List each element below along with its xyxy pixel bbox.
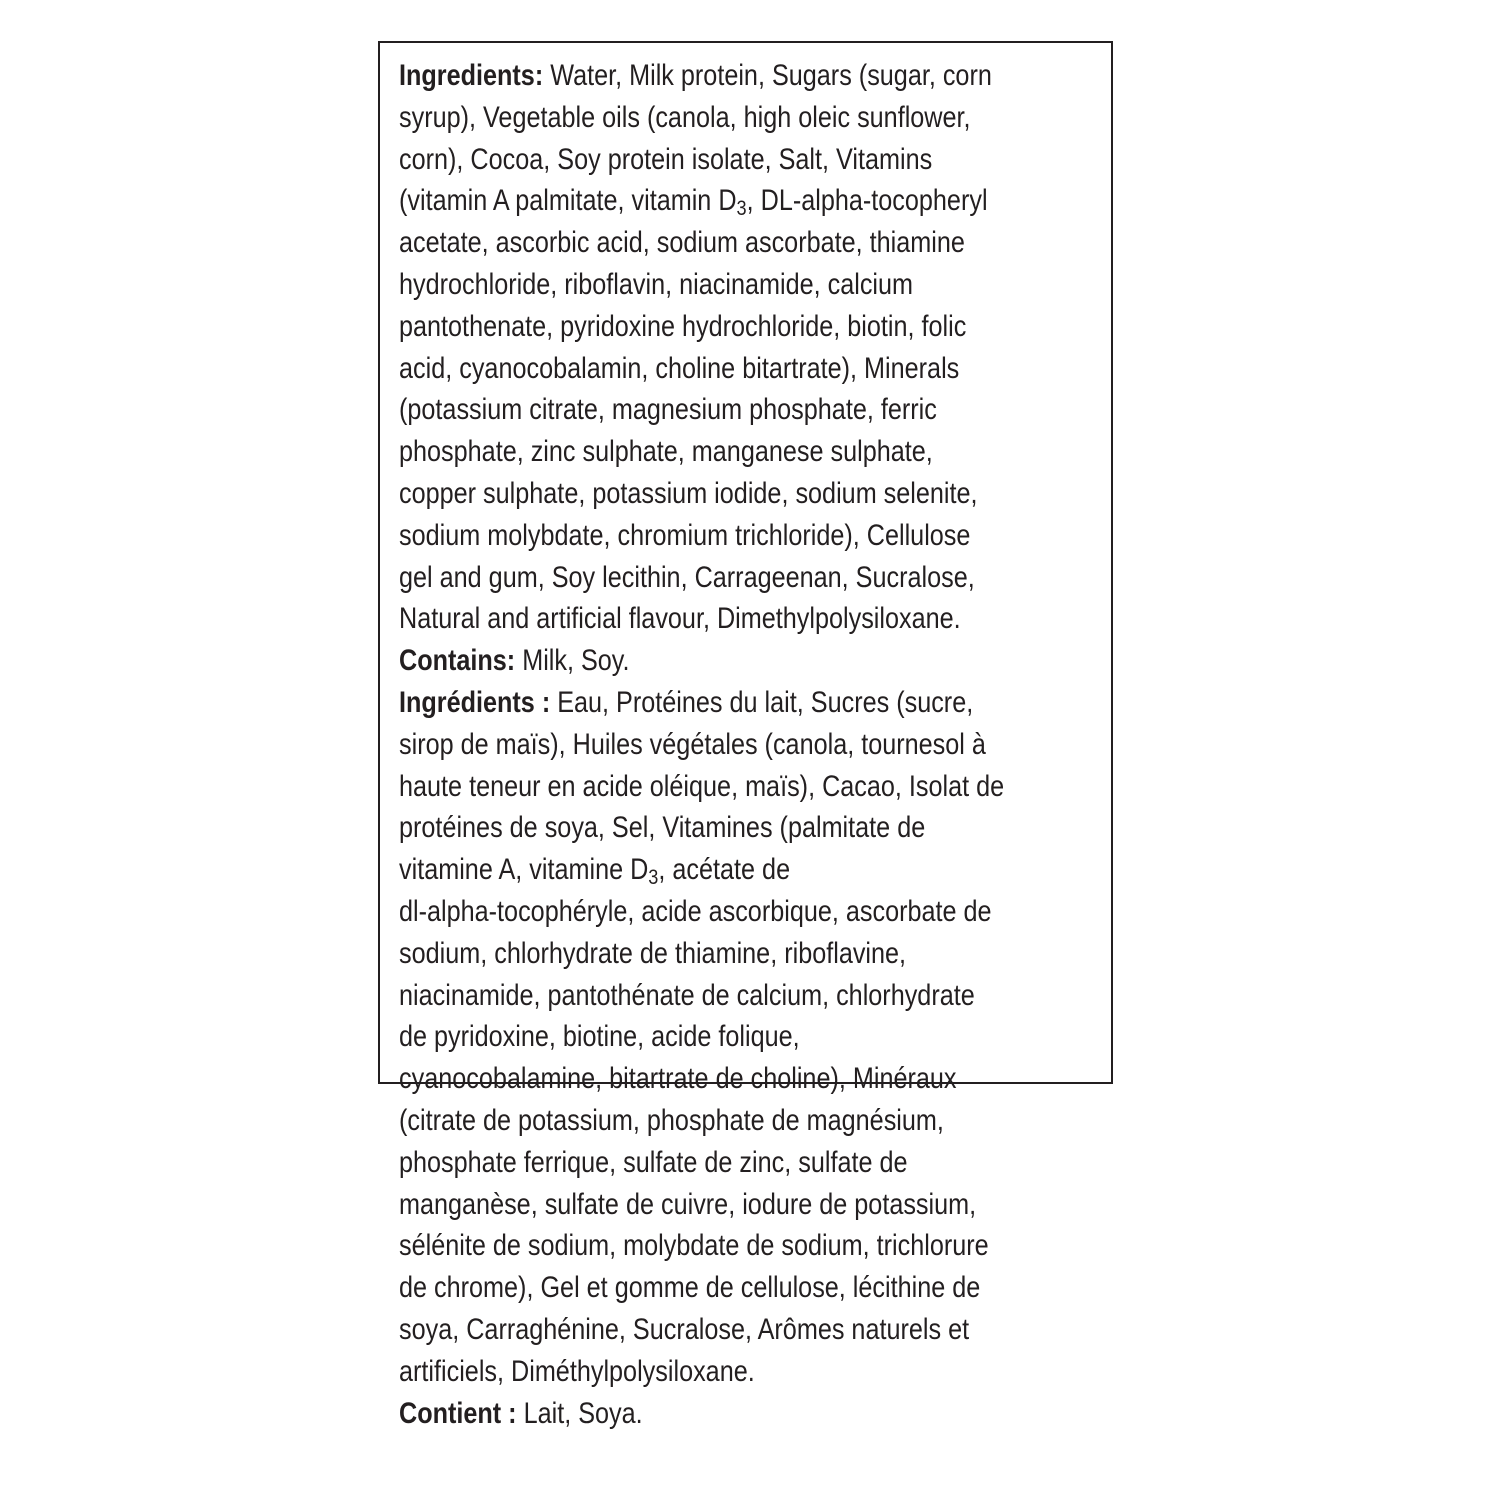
ingredients-label-box (378, 41, 1113, 1430)
fr-ingredients-line: phosphate ferrique, sulfate de zinc, sulfate de (399, 1145, 908, 1179)
fr-vitamin-text: , acétate de (658, 853, 791, 887)
fr-ingredients-text: Eau, Protéines du lait, Sucres (sucre, (550, 685, 974, 719)
vitamine-d-subscript: 3 (648, 863, 659, 889)
fr-ingredients-line-1 (399, 682, 995, 724)
en-ingredients-line (399, 180, 995, 222)
fr-ingredients-line: sélénite de sodium, molybdate de sodium, trichlorure (399, 1229, 989, 1263)
fr-ingredients-line: de pyridoxine, biotine, acide folique, (399, 1020, 800, 1054)
fr-ingredients-line: niacinamide, pantothénate de calcium, chlorhydrate (399, 978, 975, 1012)
en-ingredients-line: copper sulphate, potassium iodide, sodium selenite, (399, 476, 978, 510)
fr-ingredients-line: artificiels, Diméthylpolysiloxane. (399, 1354, 755, 1388)
en-contains-text: Milk, Soy. (515, 644, 630, 678)
fr-contains-text: Lait, Soya. (516, 1396, 643, 1430)
en-ingredients-line: Natural and artificial flavour, Dimethylpolysiloxane. (399, 602, 961, 636)
en-contains-heading: Contains: (399, 644, 516, 678)
ingredients-text-block (399, 55, 1005, 1434)
en-contains-line (399, 640, 995, 682)
fr-ingredients-line: de chrome), Gel et gomme de cellulose, lécithine de (399, 1271, 981, 1305)
fr-ingredients-line (399, 849, 995, 891)
fr-ingredients-line: sodium, chlorhydrate de thiamine, riboflavine, (399, 936, 907, 970)
en-ingredients-line: syrup), Vegetable oils (canola, high oleic sunflower, (399, 100, 971, 134)
en-vitamin-text: , DL-alpha-tocopheryl (746, 184, 988, 218)
en-ingredients-line: phosphate, zinc sulphate, manganese sulphate, (399, 435, 933, 469)
en-vitamin-text: (vitamin A palmitate, vitamin D (399, 184, 737, 218)
fr-ingredients-line: manganèse, sulfate de cuivre, iodure de potassium, (399, 1187, 977, 1221)
fr-contains-line (399, 1393, 995, 1435)
en-ingredients-line: (potassium citrate, magnesium phosphate, ferric (399, 393, 937, 427)
fr-ingredients-line: sirop de maïs), Huiles végétales (canola, tournesol à (399, 727, 986, 761)
en-ingredients-line: pantothenate, pyridoxine hydrochloride, biotin, folic (399, 309, 967, 343)
fr-contains-heading: Contient : (399, 1396, 517, 1430)
en-ingredients-line: acid, cyanocobalamin, choline bitartrate), Minerals (399, 351, 960, 385)
en-ingredients-line: hydrochloride, riboflavin, niacinamide, calcium (399, 267, 914, 301)
fr-ingredients-line: (citrate de potassium, phosphate de magnésium, (399, 1103, 944, 1137)
en-ingredients-line: sodium molybdate, chromium trichloride), Cellulose (399, 518, 971, 552)
fr-ingredients-heading: Ingrédients : (399, 685, 551, 719)
en-ingredients-text: Water, Milk protein, Sugars (sugar, corn (543, 59, 992, 92)
fr-ingredients-line: protéines de soya, Sel, Vitamines (palmitate de (399, 811, 926, 845)
en-ingredients-line: acetate, ascorbic acid, sodium ascorbate, thiamine (399, 226, 965, 260)
fr-ingredients-line: dl-alpha-tocophéryle, acide ascorbique, ascorbate de (399, 894, 992, 928)
en-ingredients-line-1 (399, 55, 995, 97)
en-ingredients-heading: Ingredients: (399, 59, 544, 92)
fr-ingredients-line: cyanocobalamine, bitartrate de choline), Minéraux (399, 1062, 957, 1096)
en-ingredients-line: corn), Cocoa, Soy protein isolate, Salt, Vitamins (399, 142, 933, 176)
en-ingredients-line: gel and gum, Soy lecithin, Carrageenan, Sucralose, (399, 560, 975, 594)
fr-vitamin-text: vitamine A, vitamine D (399, 853, 649, 887)
fr-ingredients-line: haute teneur en acide oléique, maïs), Cacao, Isolat de (399, 769, 1005, 803)
fr-ingredients-line: soya, Carraghénine, Sucralose, Arômes naturels et (399, 1312, 970, 1346)
vitamin-d-subscript: 3 (736, 195, 747, 221)
